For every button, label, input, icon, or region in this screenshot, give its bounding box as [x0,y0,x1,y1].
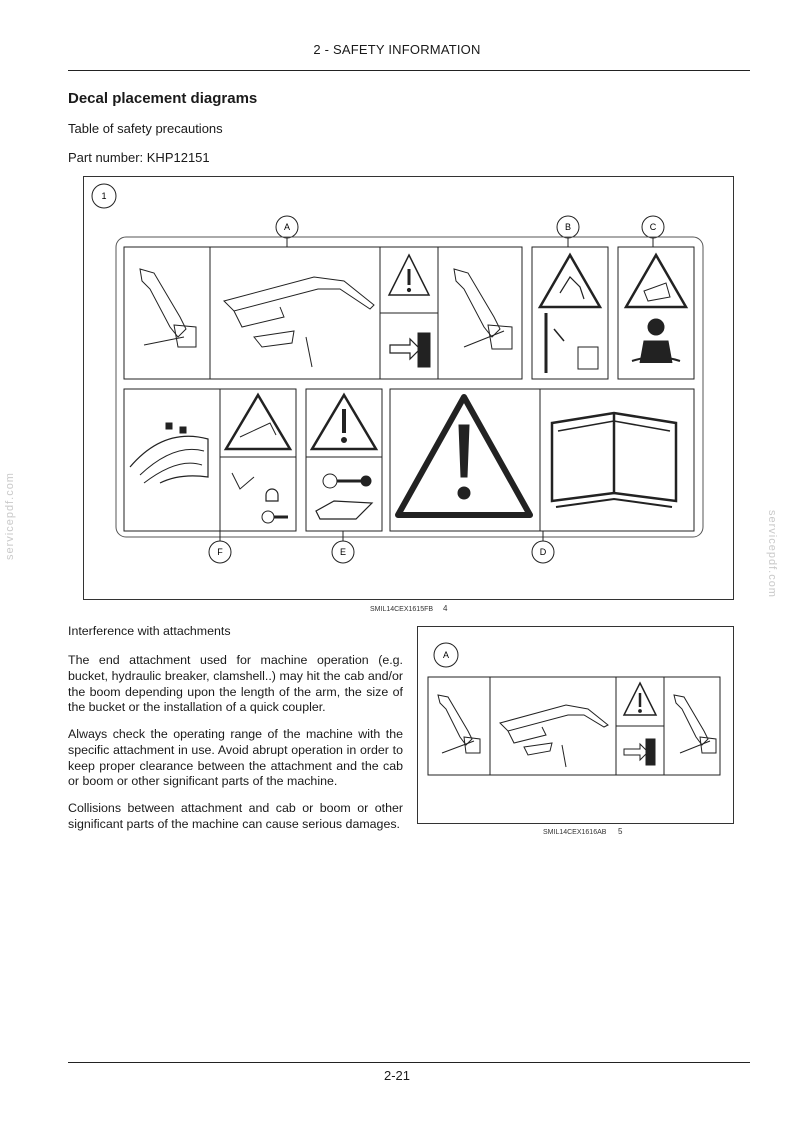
callout-c [642,216,664,247]
callout-e [332,531,354,563]
interference-paragraph-3: Collisions between attachment and cab or boom or other significant parts of the machine can cause serious damages. [68,801,403,831]
decal-c-panel [618,247,694,379]
decal-d-panel [390,389,694,531]
figure-1-number: 4 [443,604,448,613]
decal-f-panel [124,389,296,531]
part-number: Part number: KHP12151 [68,150,210,165]
page-number: 2-21 [383,1068,411,1083]
interference-paragraph-1: The end attachment used for machine operation (e.g. bucket, hydraulic breaker, clamshell..) may hit the cab and/or the boom depending upon the length of the arm, the size of the bucket or the installation of a quick coupler. [68,653,403,715]
svg-text:D: D [539,547,547,557]
decal-e-panel [306,389,382,531]
interference-heading: Interference with attachments [68,624,231,638]
svg-text:B: B [564,222,572,232]
section-subtitle: Table of safety precautions [68,121,223,136]
svg-text:C: C [649,222,657,232]
figure-5-caption: SMIL14CEX1616AB [543,829,607,836]
svg-text:E: E [339,547,347,557]
watermark-right: servicepdf.com [766,510,778,598]
decal-a-strip [428,677,720,775]
callout-f [209,531,231,563]
decal-figure-1 [83,176,734,600]
footer-divider [68,1062,750,1063]
decal-sheet-illustration [84,177,735,601]
figure-number: 1 [101,191,107,201]
svg-text:F: F [217,547,223,557]
figure-1-caption: SMIL14CEX1615FB [370,606,434,613]
decal-figure-5 [417,626,734,824]
callout-d [532,531,554,563]
figure-5-label: A [442,650,450,660]
header-divider [68,70,750,71]
watermark-left: servicepdf.com [4,472,16,560]
decal-a-detail [418,627,735,825]
decal-b-panel [532,247,608,379]
header-title: 2 - SAFETY INFORMATION [313,42,481,57]
figure-5-number: 5 [618,827,623,836]
callout-b [557,216,579,247]
interference-paragraph-2: Always check the operating range of the machine with the specific attachment in use. Avoid abrupt operation in order to keep proper clearance between the attachment and the cab or boom or other significant parts of the machine. [68,727,403,789]
decal-a-panel [124,247,522,379]
svg-text:A: A [283,222,291,232]
section-title: Decal placement diagrams [68,90,258,107]
callout-a [276,216,298,247]
